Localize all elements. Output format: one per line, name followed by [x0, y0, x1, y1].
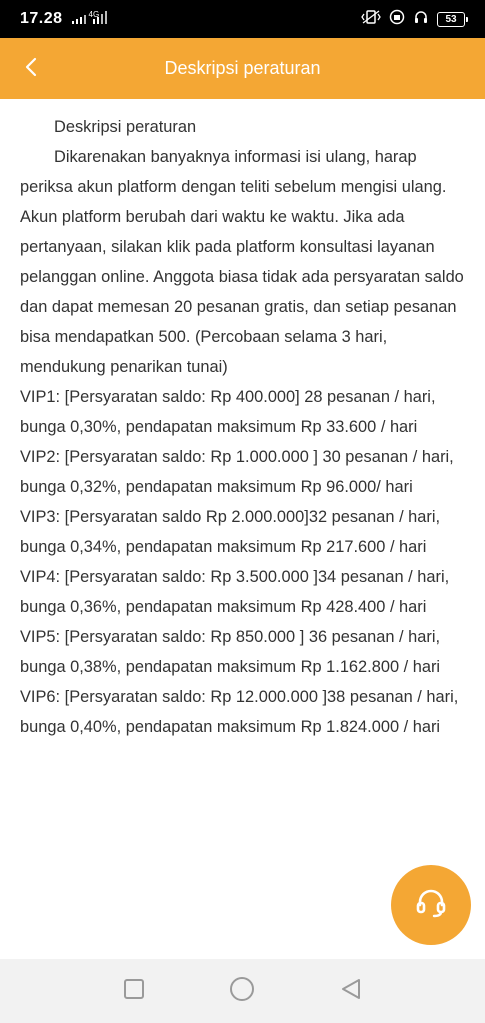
status-time: 17.28: [20, 10, 63, 27]
square-icon: [123, 978, 145, 1005]
app-header: [0, 38, 485, 99]
system-navigation-bar: [0, 959, 485, 1023]
vibrate-icon: [361, 9, 381, 30]
headset-icon: [414, 886, 448, 925]
battery-indicator: 53: [437, 12, 465, 27]
status-right: [361, 9, 465, 30]
rules-description: [20, 112, 470, 742]
triangle-back-icon: [339, 977, 363, 1006]
intro-paragraph: Dikarenakan banyaknya informasi isi ulang, harap periksa akun platform dengan teliti sebelum mengisi ulang. Akun platform berubah dari waktu ke waktu. Jika ada pertanyaan, silakan klik pada platform konsultasi layanan pelanggan online. Anggota biasa tidak ada persyaratan saldo dan dapat memesan 20 pesanan gratis, dan setiap pesanan bisa mendapatkan 500. (Percobaan selama 3 hari, mendukung penarikan tunai): [20, 148, 464, 376]
headphone-status-icon: [413, 9, 429, 30]
system-back-button[interactable]: [331, 971, 371, 1011]
status-bar: [0, 0, 485, 38]
vip-level-6: VIP6: [Persyaratan saldo: Rp 12.000.000 ]38 pesanan / hari, bunga 0,40%, pendapatan maksimum Rp 1.824.000 / hari: [20, 688, 459, 736]
vip-level-4: VIP4: [Persyaratan saldo: Rp 3.500.000 ]34 pesanan / hari, bunga 0,36%, pendapatan maksimum Rp 428.400 / hari: [20, 568, 450, 616]
data-saver-icon: [389, 9, 405, 30]
home-button[interactable]: [222, 971, 262, 1011]
status-left: [20, 9, 99, 30]
network-type-label: 4G: [88, 9, 100, 19]
vip-level-1: VIP1: [Persyaratan saldo: Rp 400.000] 28 pesanan / hari, bunga 0,30%, pendapatan maksimum Rp 33.600 / hari: [20, 388, 436, 436]
customer-support-button[interactable]: [391, 865, 471, 945]
recents-button[interactable]: [114, 971, 154, 1011]
vip-level-2: VIP2: [Persyaratan saldo: Rp 1.000.000 ] 30 pesanan / hari, bunga 0,32%, pendapatan maksimum Rp 96.000/ hari: [20, 448, 454, 496]
back-button[interactable]: [14, 52, 48, 86]
page-title: Deskripsi peraturan: [164, 58, 321, 78]
content-heading: Deskripsi peraturan: [54, 118, 197, 136]
vip-level-5: VIP5: [Persyaratan saldo: Rp 850.000 ] 36 pesanan / hari, bunga 0,38%, pendapatan maksimum Rp 1.162.800 / hari: [20, 628, 441, 676]
circle-icon: [229, 976, 255, 1007]
chevron-left-icon: [24, 57, 38, 82]
vip-level-3: VIP3: [Persyaratan saldo Rp 2.000.000]32 pesanan / hari, bunga 0,34%, pendapatan maksimum Rp 217.600 / hari: [20, 508, 441, 556]
